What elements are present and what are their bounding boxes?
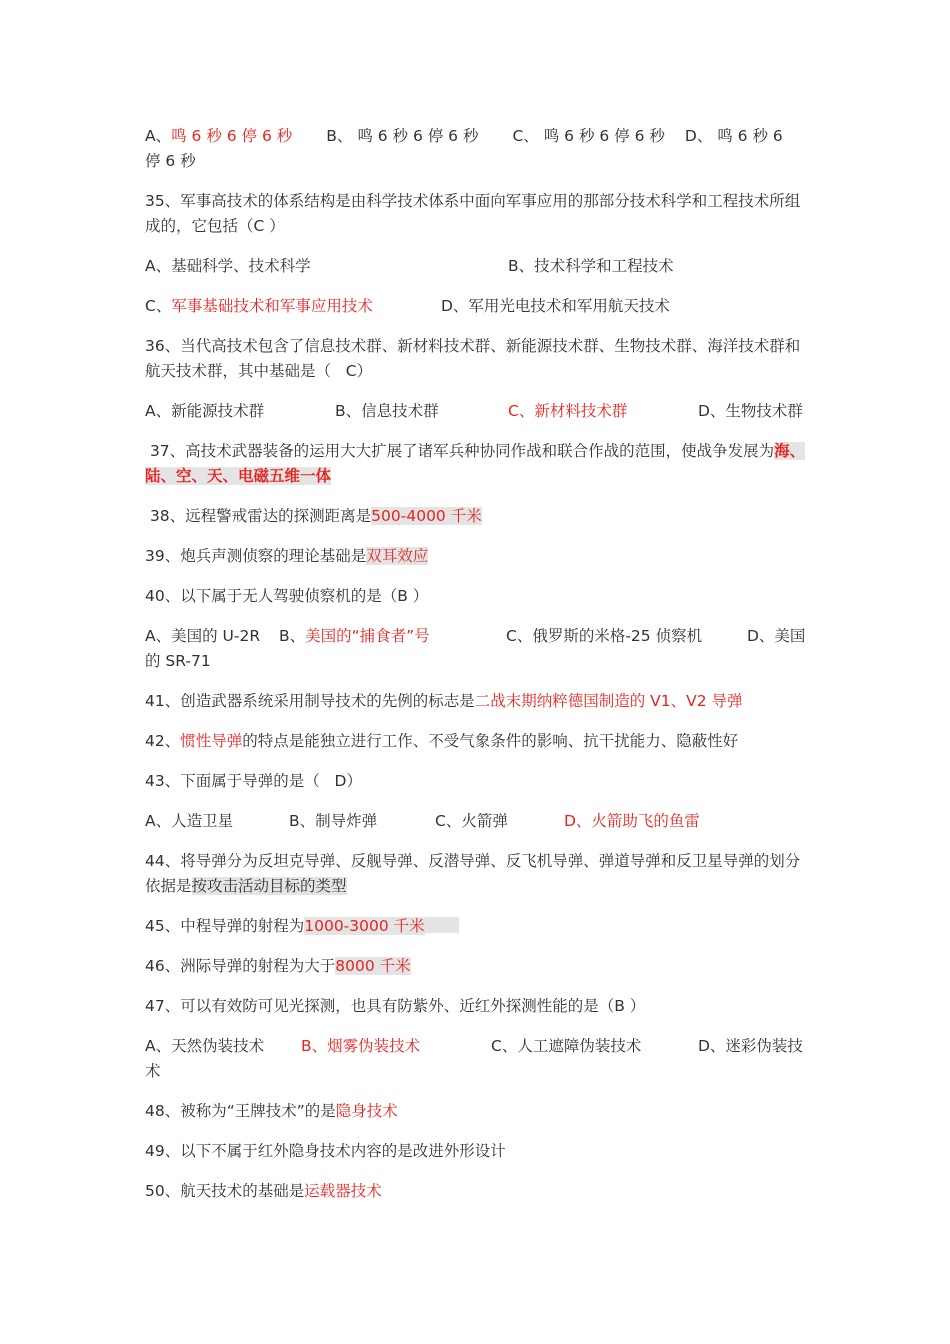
q34-option-b: B、 鸣 6 秒 6 停 6 秒	[326, 127, 479, 145]
q46-answer: 8000 千米	[335, 957, 411, 975]
q36-question: 36、当代高技术包含了信息技术群、新材料技术群、新能源技术群、生物技术群、海洋技术群和航天技术群，其中基础是（ C）	[145, 337, 801, 380]
q37-question: 37、高技术武器装备的运用大大扩展了诸军兵种协同作战和联合作战的范围，使战争发展为海、陆、空、天、电磁五维一体	[145, 442, 806, 485]
q35-option-c: C、军事基础技术和军事应用技术	[145, 297, 373, 315]
q40-option-b: B、美国的“捕食者”号	[279, 627, 430, 645]
q43-option-a: A、人造卫星	[145, 812, 234, 830]
q47-options	[145, 1034, 807, 1084]
q34-option-d: D、 鸣 6 秒 6	[684, 127, 783, 145]
q43-option-b: B、制导炸弹	[289, 812, 378, 830]
q43-options	[145, 809, 807, 834]
q45-question: 45、中程导弹的射程为1000-3000 千米	[145, 914, 807, 939]
q35-option-b: B、技术科学和工程技术	[508, 257, 674, 275]
q48-question: 48、被称为“王牌技术”的是隐身技术	[145, 1102, 398, 1120]
q45-answer: 1000-3000 千米	[304, 917, 425, 935]
q40-options	[145, 624, 807, 674]
q34-options-line2: 停 6 秒	[145, 152, 196, 170]
q46-question: 46、洲际导弹的射程为大于8000 千米	[145, 957, 411, 975]
q37-answer: 海、陆、空、天、电磁五维一体	[145, 442, 806, 485]
q40-option-c: C、俄罗斯的米格-25 侦察机	[506, 627, 703, 645]
q40-question: 40、以下属于无人驾驶侦察机的是（B ）	[145, 587, 429, 605]
document-page	[145, 124, 807, 1219]
q48-answer: 隐身技术	[335, 1102, 398, 1120]
q47-option-c: C、人工遮障伪装技术	[491, 1037, 642, 1055]
q38-question: 38、远程警戒雷达的探测距离是500-4000 千米	[145, 507, 482, 525]
q35-option-d: D、军用光电技术和军用航天技术	[441, 297, 670, 315]
q40-option-a: A、美国的 U-2R	[145, 627, 261, 645]
q34-options	[145, 124, 807, 174]
q35-options-cd	[145, 294, 807, 319]
q43-question: 43、下面属于导弹的是（ D）	[145, 772, 362, 790]
q45-highlight-pad	[425, 917, 459, 933]
q40-option-d: D、美国	[747, 627, 806, 645]
q40-answer: 美国的“捕食者”号	[305, 627, 430, 645]
q36-option-b: B、信息技术群	[335, 402, 439, 420]
q47-option-a: A、天然伪装技术	[145, 1037, 265, 1055]
q39-question: 39、炮兵声测侦察的理论基础是双耳效应	[145, 547, 429, 565]
q47-options-line2: 术	[145, 1062, 161, 1080]
q36-options	[145, 399, 807, 424]
q34-options-line1	[145, 124, 807, 149]
q34-answer: 鸣 6 秒 6 停 6 秒	[171, 127, 293, 145]
q41-answer: 二战末期纳粹德国制造的 V1、V2 导弹	[474, 692, 743, 710]
q47-option-d: D、迷彩伪装技	[698, 1037, 803, 1055]
q41-question: 41、创造武器系统采用制导技术的先例的标志是二战末期纳粹德国制造的 V1、V2 导弹	[145, 692, 743, 710]
q35-option-a: A、基础科学、技术科学	[145, 257, 311, 275]
q36-option-d: D、生物技术群	[698, 402, 803, 420]
q35-question: 35、军事高技术的体系结构是由科学技术体系中面向军事应用的那部分技术科学和工程技术所组成的，它包括（C ）	[145, 192, 801, 235]
q39-answer: 双耳效应	[366, 547, 429, 565]
q43-option-d-answer: D、火箭助飞的鱼雷	[564, 812, 700, 830]
q35-options-ab	[145, 254, 807, 279]
q40-options-line1	[145, 624, 807, 649]
q34-option-a: A、鸣 6 秒 6 停 6 秒	[145, 127, 293, 145]
q40-options-line2: 的 SR-71	[145, 652, 211, 670]
q36-option-c-answer: C、新材料技术群	[508, 402, 628, 420]
q36-option-a: A、新能源技术群	[145, 402, 265, 420]
q50-answer: 运载器技术	[304, 1182, 382, 1200]
q34-option-c: C、 鸣 6 秒 6 停 6 秒	[512, 127, 665, 145]
q47-question: 47、可以有效防可见光探测，也具有防紫外、近红外探测性能的是（B ）	[145, 997, 646, 1015]
q43-option-c: C、火箭弹	[435, 812, 508, 830]
q47-option-b-answer: B、烟雾伪装技术	[301, 1037, 421, 1055]
q50-question: 50、航天技术的基础是运载器技术	[145, 1182, 382, 1200]
q47-options-line1	[145, 1034, 807, 1059]
q35-answer: 军事基础技术和军事应用技术	[171, 297, 373, 315]
q49-question: 49、以下不属于红外隐身技术内容的是改进外形设计	[145, 1142, 506, 1160]
q38-answer: 500-4000 千米	[371, 507, 482, 525]
q42-question: 42、惯性导弹的特点是能独立进行工作、不受气象条件的影响、抗干扰能力、隐蔽性好	[145, 732, 739, 750]
q42-answer: 惯性导弹	[180, 732, 243, 750]
q44-question: 44、将导弹分为反坦克导弹、反舰导弹、反潜导弹、反飞机导弹、弹道导弹和反卫星导弹的划分依据是按攻击活动目标的类型	[145, 852, 801, 895]
q44-answer: 按攻击活动目标的类型	[191, 877, 347, 895]
